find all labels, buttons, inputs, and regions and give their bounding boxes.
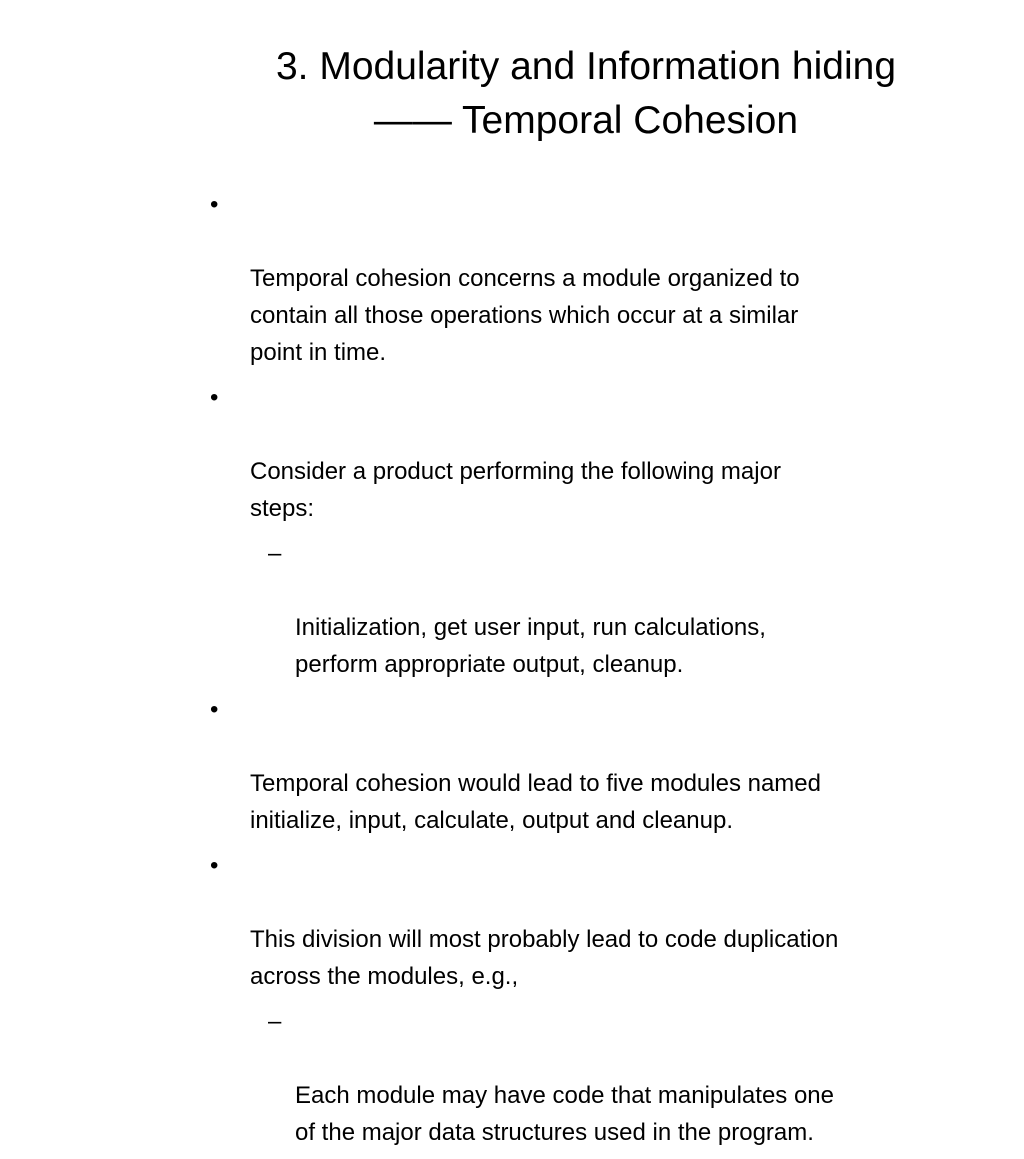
sub-bullet-text: Initialization, get user input, run calculations, perform appropriate output, cleanup. <box>295 614 766 678</box>
bullet-text: Consider a product performing the following major steps: <box>250 458 781 522</box>
sub-bullet-item <box>210 535 1000 683</box>
bullet-text: Temporal cohesion would lead to five modules named initialize, input, calculate, output and cleanup. <box>250 770 821 834</box>
bullet-marker: • <box>210 191 219 218</box>
slide-title <box>200 40 972 148</box>
bullet-marker: • <box>210 852 219 879</box>
bullet-list <box>210 186 1000 1159</box>
bullet-item <box>210 847 1000 995</box>
sub-bullet-marker: – <box>268 540 282 567</box>
sub-bullet-marker: – <box>268 1008 282 1035</box>
bullet-text: Temporal cohesion concerns a module organized to contain all those operations which occur at a similar point in time. <box>250 265 800 366</box>
bullet-text: This division will most probably lead to code duplication across the modules, e.g., <box>250 926 839 990</box>
bullet-marker: • <box>210 696 219 723</box>
slide-title-line-2: —— Temporal Cohesion <box>373 99 799 142</box>
bullet-marker: • <box>210 384 219 411</box>
sub-bullet-text: Each module may have code that manipulates one of the major data structures used in the program. <box>295 1082 835 1146</box>
sub-bullet-item <box>210 1003 1000 1151</box>
bullet-item <box>210 379 1000 527</box>
slide-title-line-1: 3. Modularity and Information hiding <box>275 45 897 88</box>
bullet-item <box>210 691 1000 839</box>
bullet-item <box>210 186 1000 371</box>
